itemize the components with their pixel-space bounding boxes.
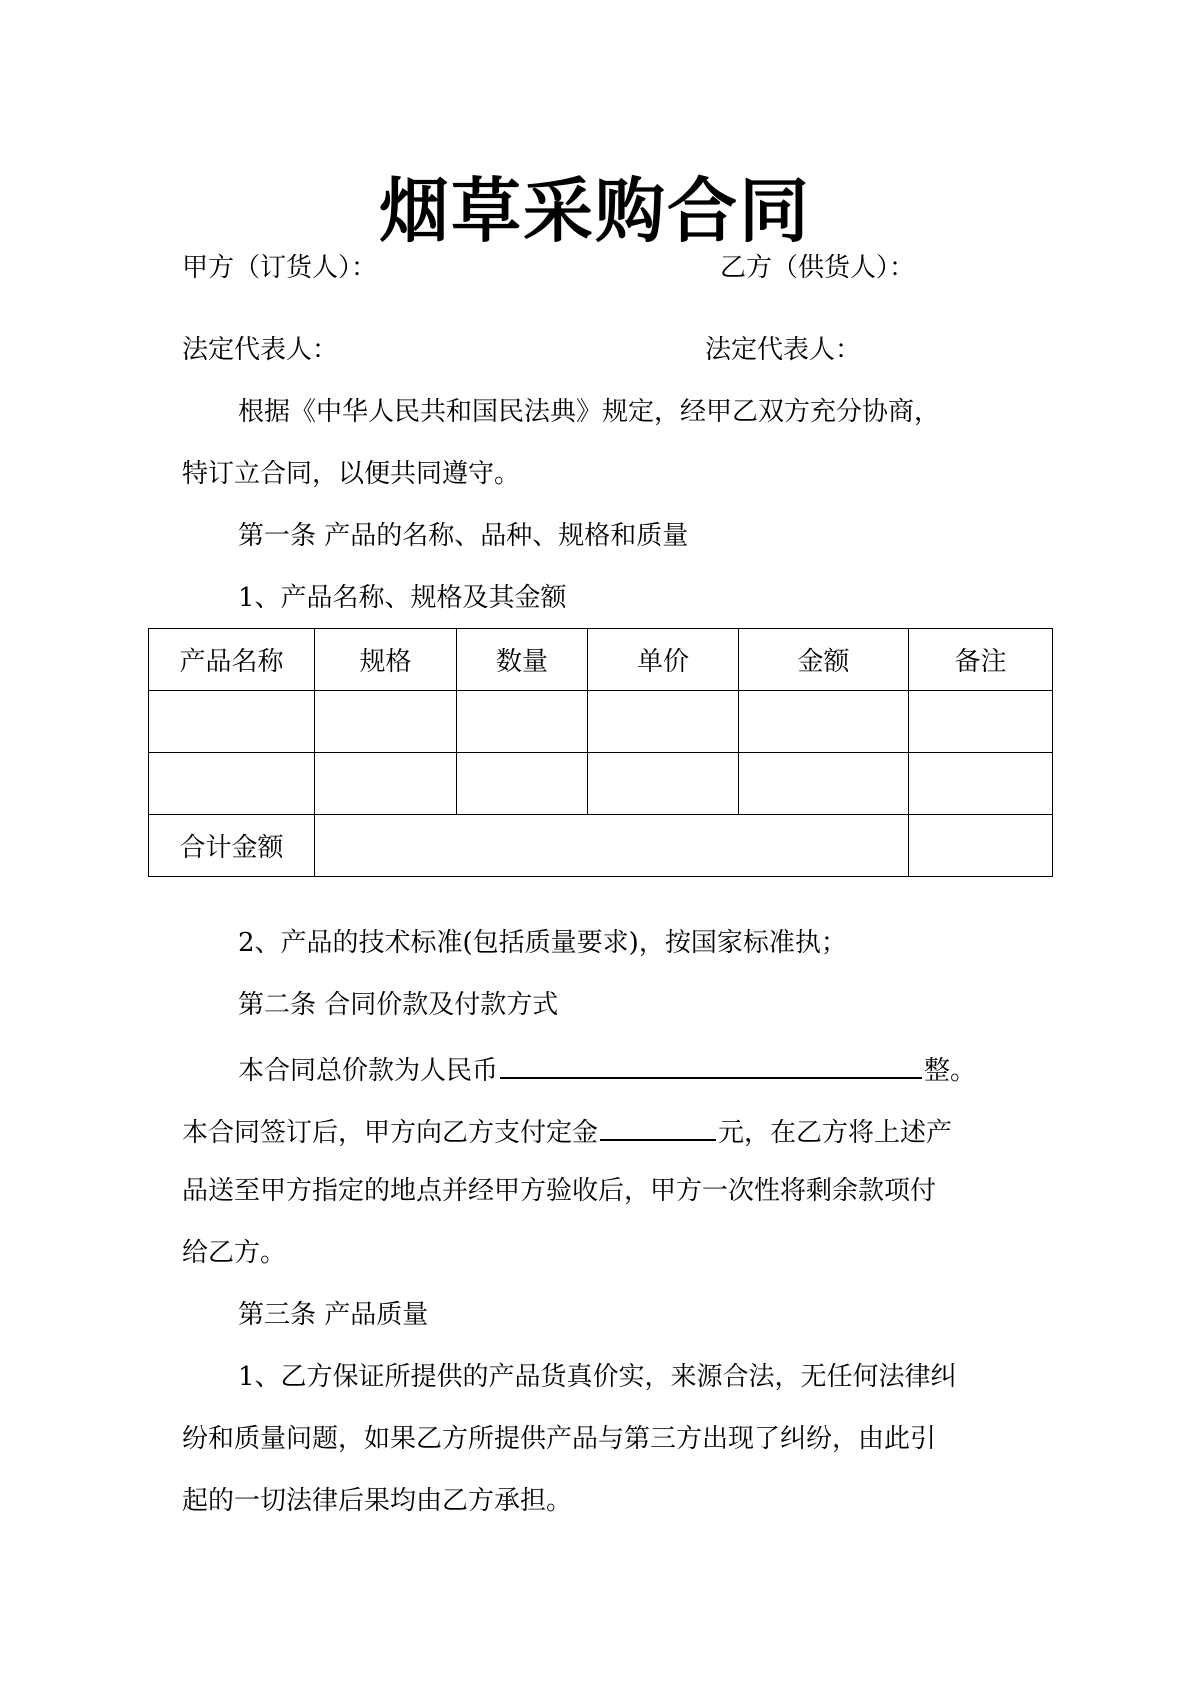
article-3-item-1-line-1: 1、乙方保证所提供的产品货真价实，来源合法，无任何法律纠 [238, 1362, 957, 1392]
total-amount-label: 合计金额 [149, 815, 315, 877]
table-cell [315, 753, 457, 815]
legal-rep-a-label: 法定代表人： [182, 335, 339, 365]
table-cell [457, 753, 588, 815]
total-amount-value-cell [315, 815, 909, 877]
table-cell [588, 691, 739, 753]
total-price-line [238, 1049, 976, 1089]
total-remarks-cell [909, 815, 1053, 877]
article-2-heading: 第二条 合同价款及付款方式 [238, 990, 559, 1020]
table-cell [149, 753, 315, 815]
total-price-suffix: 整。 [924, 1056, 977, 1086]
table-cell [739, 691, 909, 753]
table-cell [457, 691, 588, 753]
article-3-item-1-line-2: 纷和质量问题，如果乙方所提供产品与第三方出现了纠纷，由此引 [182, 1424, 937, 1454]
table-cell [909, 691, 1053, 753]
table-row [149, 691, 1053, 753]
deposit-blank [600, 1111, 716, 1141]
article-1-heading: 第一条 产品的名称、品种、规格和质量 [238, 521, 689, 551]
document-title: 烟草采购合同 [379, 169, 811, 252]
table-header-row [149, 629, 1053, 691]
deposit-suffix: 元，在乙方将上述产 [718, 1118, 953, 1148]
deposit-line [182, 1111, 952, 1151]
article-3-item-1-line-3: 起的一切法律后果均由乙方承担。 [182, 1486, 573, 1516]
header-spec: 规格 [315, 629, 457, 691]
article-1-item-2: 2、产品的技术标准(包括质量要求)，按国家标准执； [238, 928, 847, 958]
table-cell [739, 753, 909, 815]
header-amount: 金额 [739, 629, 909, 691]
header-unit-price: 单价 [588, 629, 739, 691]
preamble-line-2: 特订立合同，以便共同遵守。 [182, 459, 521, 489]
table-cell [315, 691, 457, 753]
table-cell [909, 753, 1053, 815]
party-a-label: 甲方（订货人）： [182, 253, 378, 283]
product-spec-table [148, 628, 1053, 877]
header-remarks: 备注 [909, 629, 1053, 691]
table-cell [149, 691, 315, 753]
payment-line-3: 品送至甲方指定的地点并经甲方验收后，甲方一次性将剩余款项付 [182, 1176, 937, 1206]
total-price-prefix: 本合同总价款为人民币 [238, 1056, 499, 1086]
table-row [149, 753, 1053, 815]
article-3-heading: 第三条 产品质量 [238, 1300, 429, 1330]
article-1-item-1: 1、产品名称、规格及其金额 [238, 583, 567, 613]
preamble-line-1: 根据《中华人民共和国民法典》规定，经甲乙双方充分协商， [238, 397, 941, 427]
header-product-name: 产品名称 [149, 629, 315, 691]
table-total-row [149, 815, 1053, 877]
header-quantity: 数量 [457, 629, 588, 691]
payment-line-4: 给乙方。 [182, 1238, 287, 1268]
party-b-label: 乙方（供货人）： [720, 253, 916, 283]
table-cell [588, 753, 739, 815]
deposit-prefix: 本合同签订后，甲方向乙方支付定金 [182, 1118, 599, 1148]
total-price-blank [500, 1049, 922, 1079]
legal-rep-b-label: 法定代表人： [705, 335, 862, 365]
